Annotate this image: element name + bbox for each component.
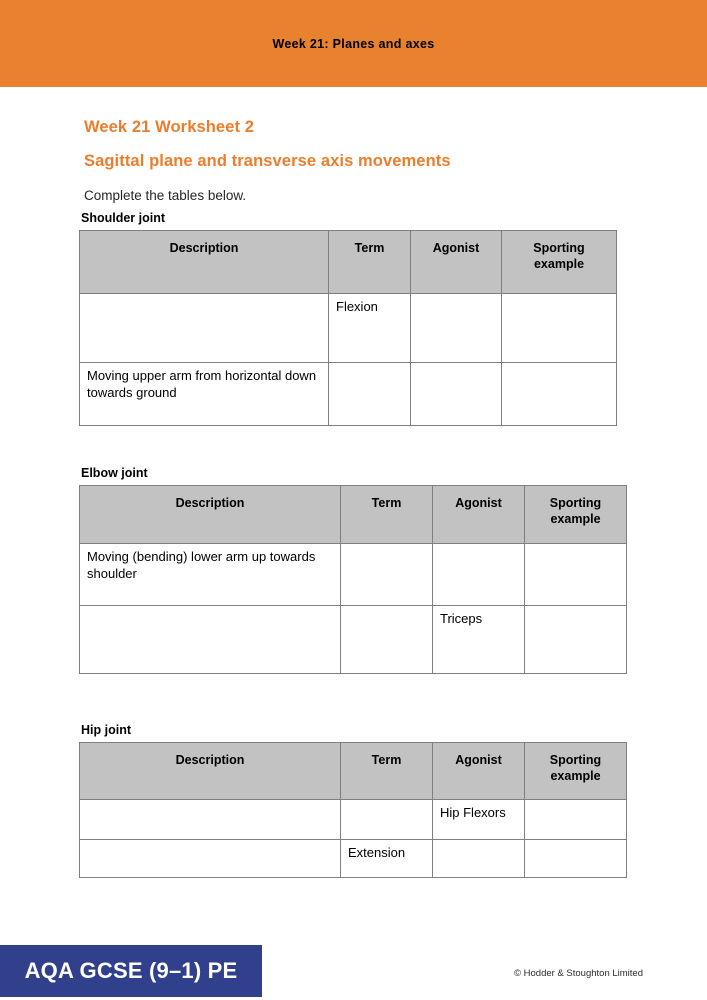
table-row <box>80 363 617 426</box>
cell-agonist[interactable]: Hip Flexors <box>433 800 525 840</box>
cell-term[interactable] <box>341 800 433 840</box>
table-row <box>80 294 617 363</box>
table-caption-hip-joint: Hip joint <box>81 723 131 737</box>
column-header-sporting-example: Sporting example <box>525 486 627 544</box>
cell-agonist[interactable]: Triceps <box>433 606 525 674</box>
cell-description[interactable] <box>80 606 341 674</box>
cell-description[interactable]: Moving (bending) lower arm up towards shoulder <box>80 544 341 606</box>
footer-logo-text: AQA GCSE (9–1) PE <box>24 958 238 983</box>
page-header-banner <box>0 0 707 87</box>
column-header-sporting-example: Sporting example <box>502 231 617 294</box>
cell-sporting-example[interactable] <box>502 294 617 363</box>
table-header-row <box>80 231 617 294</box>
hip-joint-table <box>79 742 627 878</box>
table-caption-shoulder-joint: Shoulder joint <box>81 211 166 225</box>
column-header-agonist: Agonist <box>433 743 525 800</box>
cell-agonist[interactable] <box>433 840 525 878</box>
cell-agonist[interactable] <box>411 363 502 426</box>
cell-sporting-example[interactable] <box>525 800 627 840</box>
cell-sporting-example[interactable] <box>525 544 627 606</box>
cell-term[interactable] <box>341 606 433 674</box>
table-row <box>80 800 627 840</box>
cell-description[interactable] <box>80 800 341 840</box>
table-header-row <box>80 486 627 544</box>
table-block-hip-joint <box>79 723 627 878</box>
footer-copyright: © Hodder & Stoughton Limited <box>514 968 643 979</box>
table-block-shoulder-joint <box>79 211 617 426</box>
table-row <box>80 840 627 878</box>
cell-agonist[interactable] <box>433 544 525 606</box>
cell-term[interactable] <box>329 363 411 426</box>
instruction-text: Complete the tables below. <box>84 188 247 203</box>
column-header-sporting-example: Sporting example <box>525 743 627 800</box>
cell-description[interactable]: Moving upper arm from horizontal down towards ground <box>80 363 329 426</box>
column-header-agonist: Agonist <box>433 486 525 544</box>
table-block-elbow-joint <box>79 466 627 674</box>
cell-term[interactable]: Flexion <box>329 294 411 363</box>
column-header-term: Term <box>329 231 411 294</box>
cell-agonist[interactable] <box>411 294 502 363</box>
cell-sporting-example[interactable] <box>502 363 617 426</box>
aqa-gcse-pe-logo <box>0 945 262 997</box>
cell-description[interactable] <box>80 840 341 878</box>
shoulder-joint-table <box>79 230 617 426</box>
cell-sporting-example[interactable] <box>525 840 627 878</box>
table-caption-elbow-joint: Elbow joint <box>81 466 148 480</box>
cell-description[interactable] <box>80 294 329 363</box>
page-subtitle: Sagittal plane and transverse axis movements <box>84 152 451 170</box>
column-header-term: Term <box>341 743 433 800</box>
table-row <box>80 544 627 606</box>
cell-term[interactable] <box>341 544 433 606</box>
table-header-row <box>80 743 627 800</box>
header-banner-title: Week 21: Planes and axes <box>272 36 435 51</box>
table-row <box>80 606 627 674</box>
column-header-agonist: Agonist <box>411 231 502 294</box>
elbow-joint-table <box>79 485 627 674</box>
column-header-description: Description <box>80 743 341 800</box>
page-title: Week 21 Worksheet 2 <box>84 118 255 136</box>
column-header-description: Description <box>80 231 329 294</box>
cell-sporting-example[interactable] <box>525 606 627 674</box>
cell-term[interactable]: Extension <box>341 840 433 878</box>
column-header-term: Term <box>341 486 433 544</box>
column-header-description: Description <box>80 486 341 544</box>
